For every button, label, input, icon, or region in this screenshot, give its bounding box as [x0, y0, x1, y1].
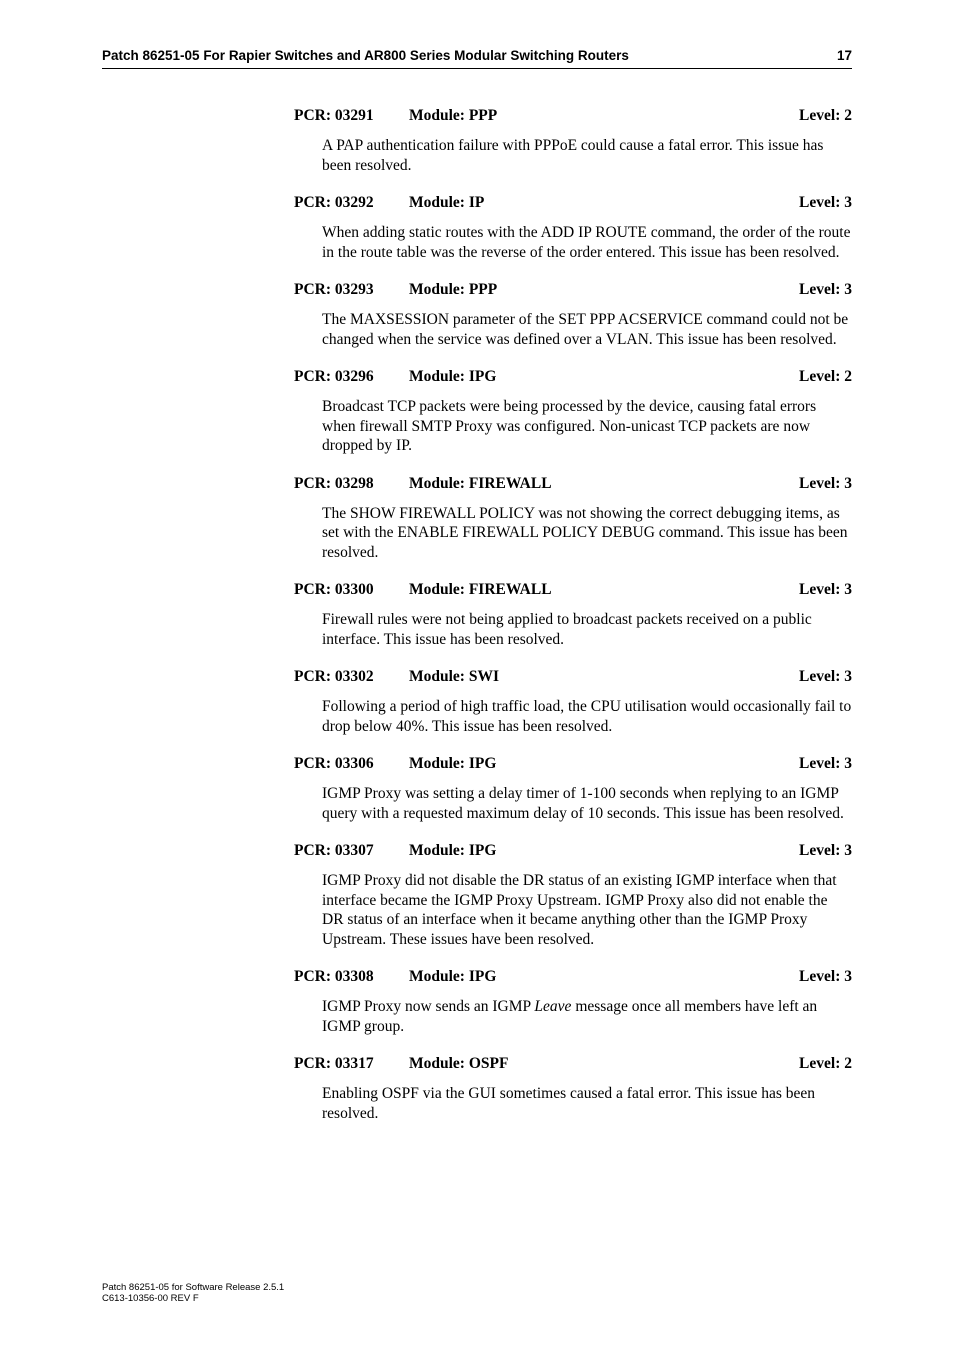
pcr-entry-header [294, 842, 852, 862]
pcr-entry [294, 281, 852, 349]
pcr-module: Module: IPG [409, 368, 497, 385]
pcr-description: The SHOW FIREWALL POLICY was not showing the correct debugging items, as set with the ENABLE FIREWALL POLICY DEBUG command. This issue has been resolved. [322, 504, 848, 561]
pcr-level: Level: 3 [799, 474, 852, 492]
page-number: 17 [836, 48, 852, 63]
pcr-entry [294, 668, 852, 736]
pcr-description-end: message once all members have left an IGMP group. [322, 998, 818, 1035]
pcr-entry [294, 194, 852, 262]
pcr-number: PCR: 03308 [294, 968, 374, 985]
pcr-level: Level: 3 [799, 842, 852, 859]
pcr-entry-header [294, 107, 852, 127]
document-title: Patch 86251-05 For Rapier Switches and AR800 Series Modular Switching Routers [102, 48, 629, 63]
pcr-entry [294, 968, 852, 1036]
pcr-level: Level: 3 [799, 281, 852, 298]
pcr-entry [294, 1055, 852, 1123]
pcr-description: Following a period of high traffic load, the CPU utilisation would occasionally fail to drop below 40%. This issue has been resolved. [322, 698, 852, 735]
pcr-list [294, 107, 852, 1142]
pcr-level: Level: 2 [799, 1055, 852, 1072]
pcr-entry-header [294, 194, 852, 214]
pcr-description: IGMP Proxy was setting a delay timer of 1-100 seconds when replying to an IGMP query with a requested maximum delay of 10 seconds. This issue has been resolved. [322, 785, 844, 822]
pcr-entry-header [294, 968, 852, 988]
pcr-entry [294, 368, 852, 456]
pcr-description-start: IGMP Proxy now sends an IGMP [322, 998, 535, 1015]
pcr-number: PCR: 03307 [294, 842, 374, 859]
pcr-entry-header [294, 475, 852, 495]
footer-release-line: Patch 86251-05 for Software Release 2.5.1 [102, 1282, 285, 1293]
pcr-number: PCR: 03298 [294, 474, 374, 492]
pcr-module: Module: IPG [409, 755, 497, 772]
pcr-description: When adding static routes with the ADD IP ROUTE command, the order of the route in the route table was the reverse of the order entered. This issue has been resolved. [322, 224, 851, 261]
pcr-level: Level: 3 [799, 755, 852, 772]
pcr-level: Level: 3 [799, 968, 852, 985]
page-header [102, 48, 852, 69]
pcr-entry-header [294, 668, 852, 688]
footer-document-code: C613-10356-00 REV F [102, 1293, 199, 1304]
pcr-description: The MAXSESSION parameter of the SET PPP ACSERVICE command could not be changed when the service was defined over a VLAN. This issue has been resolved. [322, 311, 849, 348]
pcr-number: PCR: 03292 [294, 194, 374, 211]
pcr-entry [294, 107, 852, 175]
page-footer [102, 1282, 284, 1304]
pcr-description: Firewall rules were not being applied to broadcast packets received on a public interface. This issue has been resolved. [322, 611, 812, 648]
pcr-entry [294, 755, 852, 823]
pcr-module: Module: PPP [409, 281, 498, 298]
pcr-description [322, 997, 852, 1036]
pcr-entry [294, 475, 852, 563]
pcr-description: A PAP authentication failure with PPPoE could cause a fatal error. This issue has been resolved. [322, 137, 824, 174]
pcr-number: PCR: 03300 [294, 581, 374, 598]
pcr-module: Module: IP [409, 194, 485, 211]
pcr-module: Module: PPP [409, 107, 498, 124]
pcr-description: Enabling OSPF via the GUI sometimes caused a fatal error. This issue has been resolved. [322, 1085, 816, 1122]
pcr-number: PCR: 03306 [294, 755, 374, 772]
pcr-level: Level: 3 [799, 194, 852, 211]
pcr-entry-header [294, 581, 852, 601]
pcr-module: Module: FIREWALL [409, 474, 552, 492]
pcr-entry-header [294, 755, 852, 775]
pcr-description-emphasis: Leave [534, 998, 572, 1015]
pcr-module: Module: FIREWALL [409, 581, 552, 598]
pcr-entry-header [294, 1055, 852, 1075]
pcr-number: PCR: 03293 [294, 281, 374, 298]
pcr-number: PCR: 03302 [294, 668, 374, 685]
pcr-entry-header [294, 368, 852, 388]
pcr-number: PCR: 03317 [294, 1055, 374, 1072]
pcr-entry [294, 581, 852, 649]
pcr-level: Level: 2 [799, 107, 852, 124]
pcr-description: Broadcast TCP packets were being processed by the device, causing fatal errors when firewall SMTP Proxy was configured. Non-unicast TCP packets are now dropped by IP. [322, 398, 817, 454]
pcr-level: Level: 2 [799, 368, 852, 385]
pcr-number: PCR: 03291 [294, 107, 374, 124]
pcr-entry [294, 842, 852, 949]
pcr-number: PCR: 03296 [294, 368, 374, 385]
pcr-level: Level: 3 [799, 581, 852, 598]
pcr-module: Module: IPG [409, 842, 497, 859]
pcr-description: IGMP Proxy did not disable the DR status of an existing IGMP interface when that interface became the IGMP Proxy Upstream. IGMP Proxy also did not enable the DR status of an interface when it became anything other than the IGMP Proxy Upstream. These issues have been resolved. [322, 872, 837, 948]
pcr-module: Module: OSPF [409, 1055, 509, 1072]
pcr-module: Module: SWI [409, 668, 499, 685]
pcr-level: Level: 3 [799, 668, 852, 685]
pcr-module: Module: IPG [409, 968, 497, 985]
pcr-entry-header [294, 281, 852, 301]
